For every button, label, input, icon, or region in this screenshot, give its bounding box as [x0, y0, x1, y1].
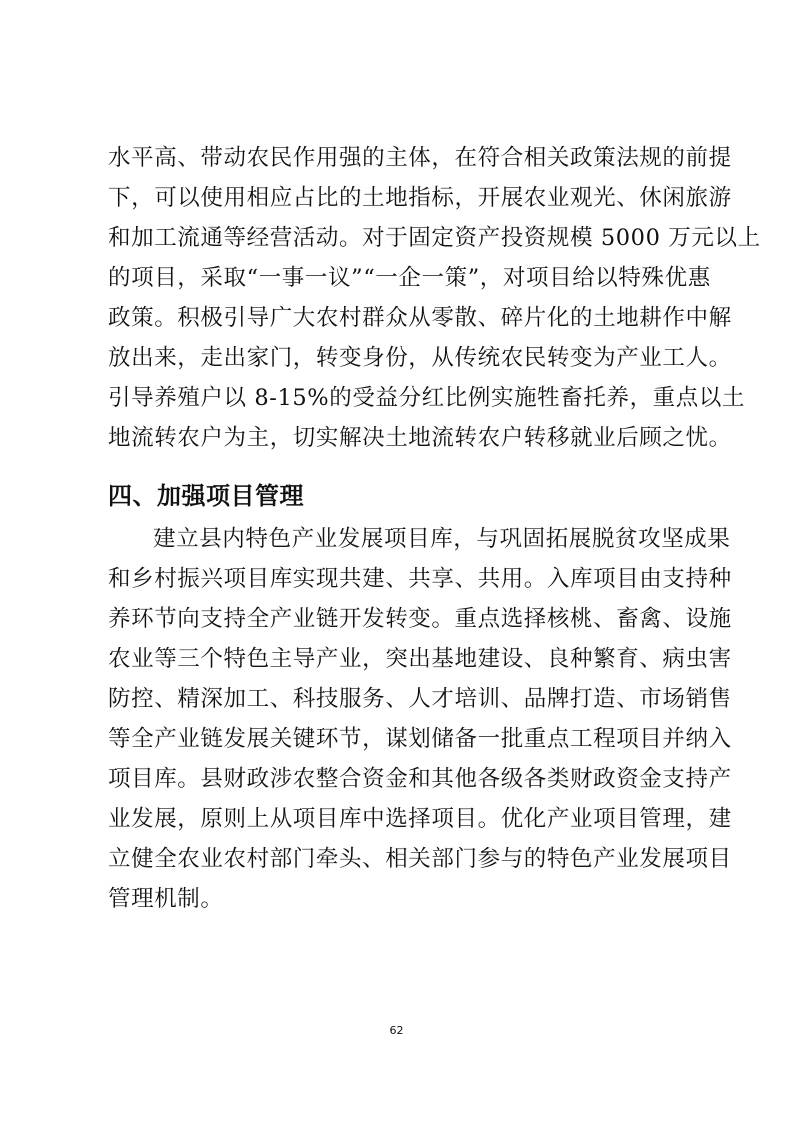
section-heading: 四、加强项目管理	[108, 482, 304, 510]
text-line: 农业等三个特色主导产业，突出基地建设、良种繁育、病虫害	[108, 646, 732, 672]
text-line: 业发展，原则上从项目库中选择项目。优化产业项目管理，建	[108, 806, 732, 832]
text-line: 防控、精深加工、科技服务、人才培训、品牌打造、市场销售	[108, 686, 732, 712]
text-line: 的项目，采取“一事一议”“一企一策”，对项目给以特殊优惠	[108, 265, 711, 291]
text-line: 立健全农业农村部门牵头、相关部门参与的特色产业发展项目	[108, 846, 732, 872]
text-line: 水平高、带动农民作用强的主体，在符合相关政策法规的前提	[108, 145, 732, 171]
text-line: 养环节向支持全产业链开发转变。重点选择核桃、畜禽、设施	[108, 606, 732, 632]
text-line: 和加工流通等经营活动。对于固定资产投资规模 5000 万元以上	[108, 225, 761, 251]
text-line: 放出来，走出家门，转变身份，从传统农民转变为产业工人。	[108, 345, 732, 371]
page-number: 62	[389, 1024, 404, 1037]
text-line: 引导养殖户以 8-15%的受益分红比例实施牲畜托养，重点以土	[108, 385, 746, 411]
text-line: 建立县内特色产业发展项目库，与巩固拓展脱贫攻坚成果	[153, 526, 731, 552]
text-line: 等全产业链发展关键环节，谋划储备一批重点工程项目并纳入	[108, 726, 732, 752]
text-line: 政策。积极引导广大农村群众从零散、碎片化的土地耕作中解	[108, 305, 732, 331]
text-line: 下，可以使用相应占比的土地指标，开展农业观光、休闲旅游	[108, 185, 732, 211]
text-line: 管理机制。	[108, 886, 224, 912]
text-line: 地流转农户为主，切实解决土地流转农户转移就业后顾之忧。	[108, 425, 732, 451]
text-line: 项目库。县财政涉农整合资金和其他各级各类财政资金支持产	[108, 766, 732, 792]
text-line: 和乡村振兴项目库实现共建、共享、共用。入库项目由支持种	[108, 566, 732, 592]
